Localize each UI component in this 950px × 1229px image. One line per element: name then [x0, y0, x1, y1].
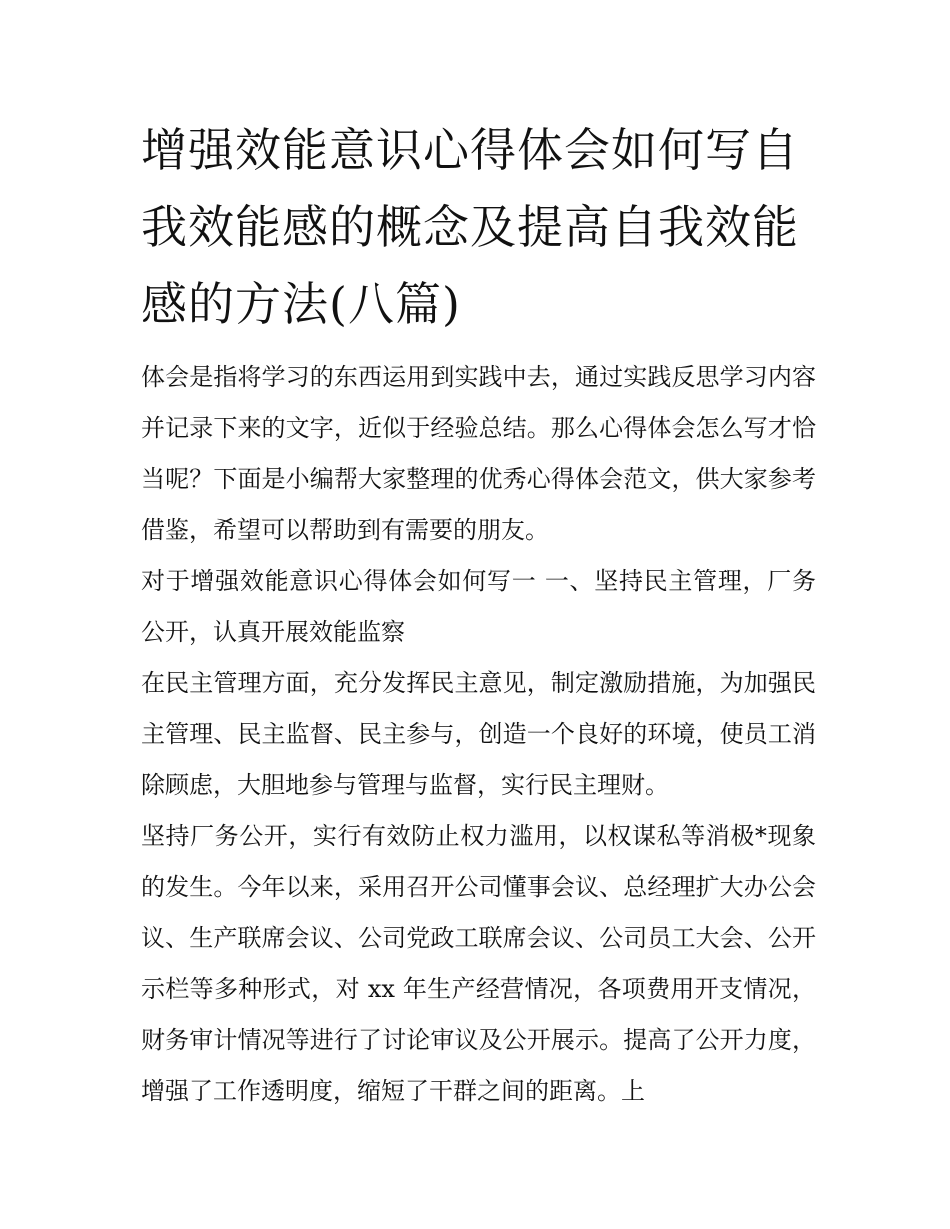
document-body: [141, 352, 816, 1117]
paragraph-intro: 体会是指将学习的东西运用到实践中去，通过实践反思学习内容并记录下来的文字，近似于经验总结。那么心得体会怎么写才恰当呢？下面是小编帮大家整理的优秀心得体会范文，供大家参考借鉴，希望可以帮助到有需要的朋友。: [141, 363, 816, 544]
paragraph-section-heading: 对于增强效能意识心得体会如何写一 一、坚持民主管理，厂务公开，认真开展效能监察: [141, 567, 816, 646]
paragraph-factory-affairs: 坚持厂务公开，实行有效防止权力滥用，以权谋私等消极*现象的发生。今年以来，采用召开公司懂事会议、总经理扩大办公会议、生产联席会议、公司党政工联席会议、公司员工大会、公开示栏等多种形式，对 xx 年生产经营情况，各项费用开支情况，财务审计情况等进行了讨论审议及公开展示。提高了公开力度，增强了工作透明度，缩短了干群之间的距离。上: [141, 822, 816, 1105]
paragraph-democratic-management: 在民主管理方面，充分发挥民主意见，制定激励措施，为加强民主管理、民主监督、民主参与，创造一个良好的环境，使员工消除顾虑，大胆地参与管理与监督，实行民主理财。: [141, 669, 816, 799]
document-title: 增强效能意识心得体会如何写自我效能感的概念及提高自我效能感的方法(八篇): [141, 123, 799, 331]
